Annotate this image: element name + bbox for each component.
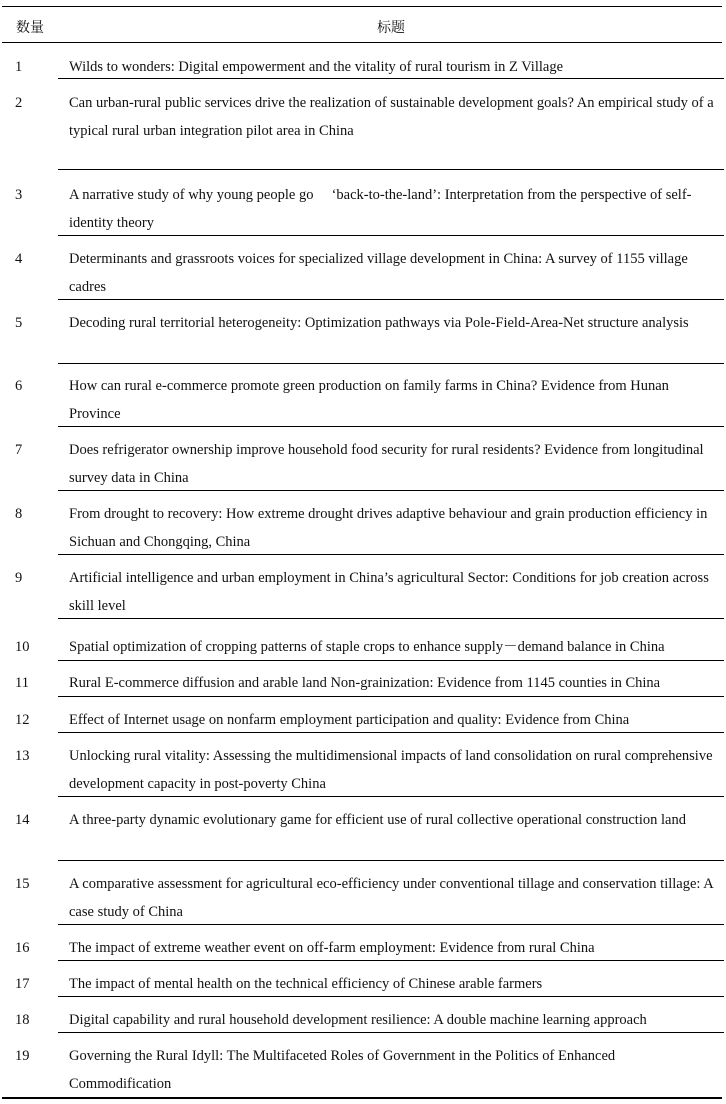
row-divider (58, 554, 724, 555)
row-divider (58, 169, 724, 170)
row-divider (58, 426, 724, 427)
header-rule (2, 42, 722, 43)
row-number: 13 (15, 748, 30, 764)
row-number: 12 (15, 712, 30, 728)
row-title: Unlocking rural vitality: Assessing the multidimensional impacts of land consolidation on rural comprehensive development capacity in post-poverty China (69, 748, 713, 792)
row-title: Can urban-rural public services drive the realization of sustainable development goals? An empirical study of a typical rural urban integration pilot area in China (69, 95, 714, 139)
row-number: 9 (15, 570, 23, 586)
row-number: 7 (15, 442, 23, 458)
row-number: 19 (15, 1048, 30, 1064)
row-divider (58, 618, 724, 619)
row-title: Effect of Internet usage on nonfarm employment participation and quality: Evidence from China (69, 712, 630, 728)
row-title: Determinants and grassroots voices for specialized village development in China: A survey of 1155 village cadres (69, 251, 688, 295)
row-title: The impact of extreme weather event on off-farm employment: Evidence from rural China (69, 940, 595, 956)
row-title: Spatial optimization of cropping patterns of staple crops to enhance supply－demand balance in China (69, 639, 665, 655)
row-title: Does refrigerator ownership improve household food security for rural residents? Evidence from longitudinal survey data in China (69, 442, 704, 486)
row-title: A narrative study of why young people go ‘back-to-the-land’: Interpretation from the perspective of self-identity theory (69, 187, 692, 231)
row-divider (58, 299, 724, 300)
row-divider (58, 78, 724, 79)
row-divider (58, 660, 724, 661)
row-divider (58, 960, 724, 961)
row-number: 11 (15, 675, 29, 691)
row-divider (58, 490, 724, 491)
row-number: 8 (15, 506, 23, 522)
table-bottom-rule (2, 1097, 722, 1099)
row-number: 6 (15, 378, 23, 394)
row-divider (58, 924, 724, 925)
row-number: 10 (15, 639, 30, 655)
row-number: 5 (15, 315, 23, 331)
row-divider (58, 363, 724, 364)
row-number: 2 (15, 95, 23, 111)
row-title: Artificial intelligence and urban employment in China’s agricultural Sector: Conditions for job creation across skill level (69, 570, 709, 614)
column-header-count: 数量 (16, 21, 44, 36)
row-number: 17 (15, 976, 30, 992)
row-number: 3 (15, 187, 23, 203)
row-number: 1 (15, 59, 23, 75)
row-title: Governing the Rural Idyll: The Multifaceted Roles of Government in the Politics of Enhanced Commodification (69, 1048, 616, 1092)
row-title: A three-party dynamic evolutionary game for efficient use of rural collective operational construction land (69, 812, 686, 828)
row-number: 4 (15, 251, 23, 267)
row-number: 16 (15, 940, 30, 956)
row-divider (58, 796, 724, 797)
row-divider (58, 696, 724, 697)
row-number: 15 (15, 876, 30, 892)
row-title: Decoding rural territorial heterogeneity: Optimization pathways via Pole-Field-Area-Net structure analysis (69, 315, 689, 331)
row-number: 14 (15, 812, 30, 828)
row-divider (58, 996, 724, 997)
row-title: A comparative assessment for agricultural eco-efficiency under conventional tillage and conservation tillage: A case study of China (69, 876, 713, 920)
row-title: From drought to recovery: How extreme drought drives adaptive behaviour and grain production efficiency in Sichuan and Chongqing, China (69, 506, 708, 550)
column-header-title: 标题 (377, 21, 405, 36)
row-title: Rural E-commerce diffusion and arable land Non-grainization: Evidence from 1145 counties in China (69, 675, 661, 691)
table-top-rule (2, 6, 722, 7)
row-divider (58, 1032, 724, 1033)
row-title: The impact of mental health on the technical efficiency of Chinese arable farmers (69, 976, 543, 992)
row-divider (58, 860, 724, 861)
row-divider (58, 235, 724, 236)
row-title: Digital capability and rural household development resilience: A double machine learning approach (69, 1012, 647, 1028)
row-title: How can rural e-commerce promote green production on family farms in China? Evidence from Hunan Province (69, 378, 669, 422)
row-divider (58, 732, 724, 733)
row-number: 18 (15, 1012, 30, 1028)
row-title: Wilds to wonders: Digital empowerment and the vitality of rural tourism in Z Village (69, 59, 563, 75)
